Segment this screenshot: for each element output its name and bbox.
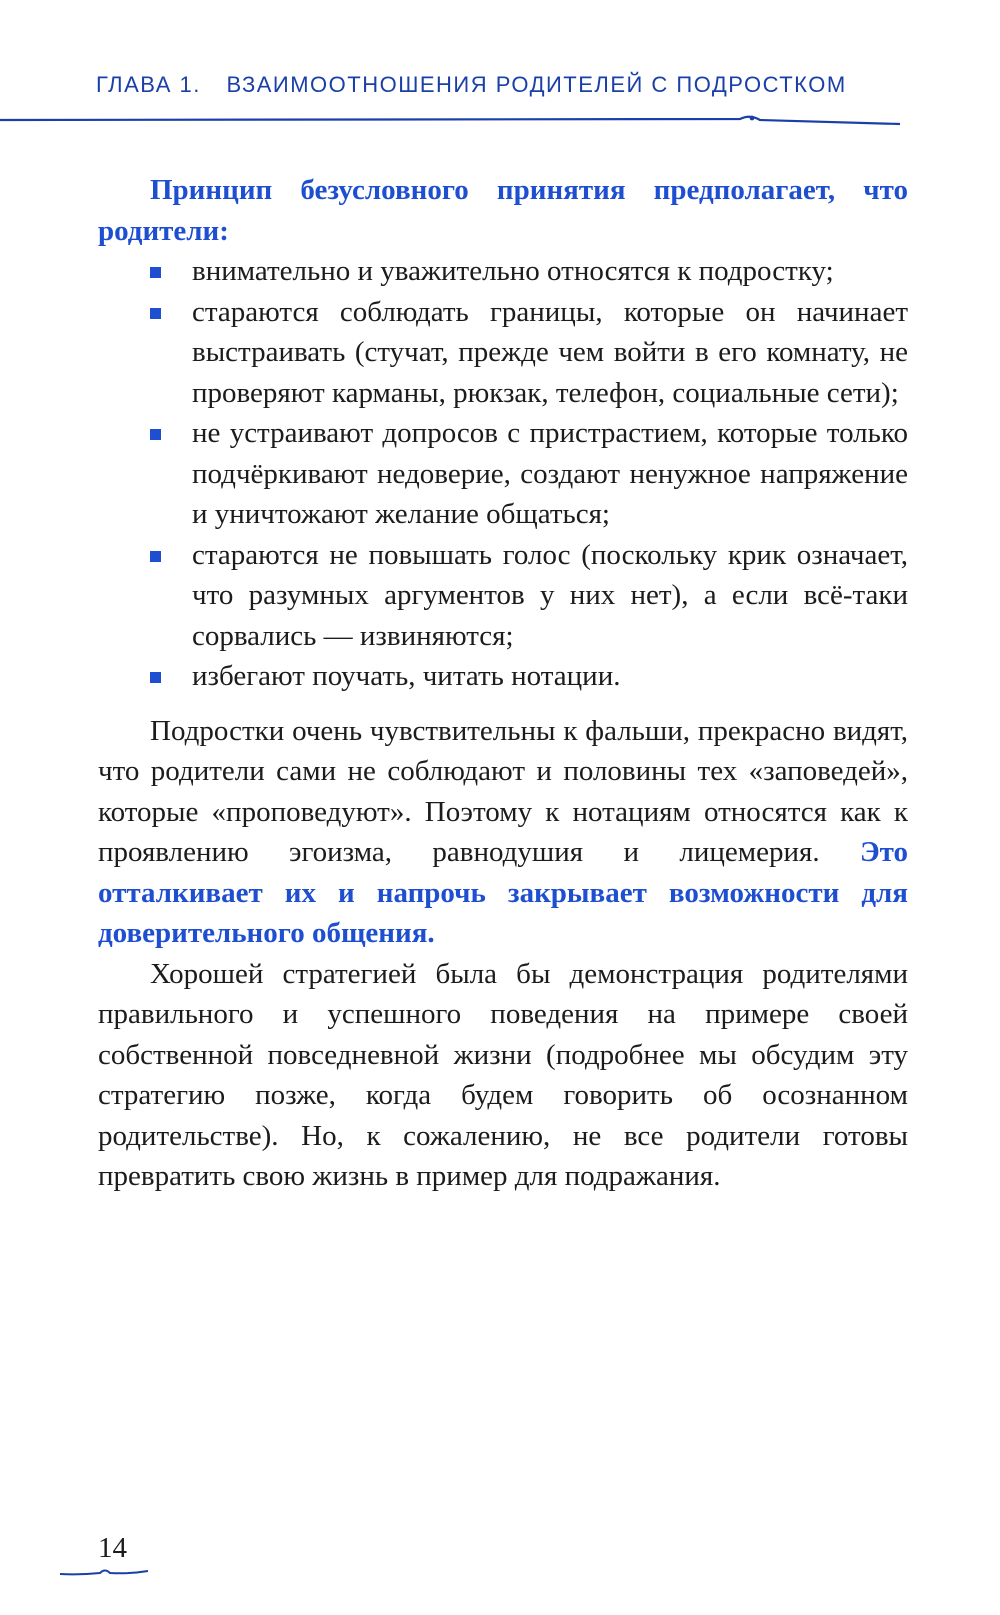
bullet-square-icon — [150, 308, 161, 319]
list-item — [192, 292, 908, 414]
list-item-text: стараются не повышать голос (поскольку крик означает, что разумных аргументов у них нет), а если всё-таки сорвались — извиняются; — [192, 538, 908, 652]
bullet-square-icon — [150, 672, 161, 683]
list-item-text: не устраивают допросов с пристрастием, которые только подчёркивают недоверие, создают ненужное напряжение и уничтожают желание общаться; — [192, 417, 908, 530]
principle-list — [98, 251, 908, 697]
bullet-square-icon — [150, 267, 161, 278]
list-item — [192, 656, 908, 697]
paragraph-falseness — [98, 711, 908, 954]
list-item — [192, 413, 908, 535]
chapter-title: ВЗАИМООТНОШЕНИЯ РОДИТЕЛЕЙ С ПОДРОСТКОМ — [226, 72, 847, 97]
lead-heading: Принцип безусловного принятия предполагает, что родители: — [98, 174, 908, 247]
page-body — [98, 170, 908, 1197]
chapter-label: ГЛАВА 1. — [96, 72, 201, 97]
list-item-text: внимательно и уважительно относятся к подростку; — [192, 255, 834, 287]
page-number: 14 — [98, 1532, 127, 1564]
footer-rule — [60, 1565, 160, 1579]
header-rule — [0, 112, 1000, 132]
bullet-square-icon — [150, 429, 161, 440]
list-item-text: избегают поучать, читать нотации. — [192, 660, 621, 692]
paragraph-strategy: Хорошей стратегией была бы демонстрация родителями правильного и успешного поведения на примере своей собственной повседневной жизни (подробнее мы обсудим эту стратегию позже, когда будем говорить об осознанном родительстве). Но, к сожалению, не все родители готовы превратить свою жизнь в пример для подражания. — [98, 957, 908, 1192]
list-item — [192, 535, 908, 657]
paragraph-text: Подростки очень чувствительны к фальши, прекрасно видят, что родители сами не соблюдают и половины тех «заповедей», которые «проповедуют». Поэтому к нотациям относятся как к проявлению эгоизма, равнодушия и лицемерия. — [98, 714, 908, 868]
running-header — [96, 72, 906, 98]
list-item-text: стараются соблюдать границы, которые он начинает выстраивать (стучат, прежде чем войти в его комнату, не проверяют карманы, рюкзак, телефон, социальные сети); — [192, 295, 908, 409]
bullet-square-icon — [150, 551, 161, 562]
highlighted-statement: Это отталкивает их и напрочь закрывает возможности для доверительного общения. — [98, 836, 908, 949]
list-item — [192, 251, 908, 292]
